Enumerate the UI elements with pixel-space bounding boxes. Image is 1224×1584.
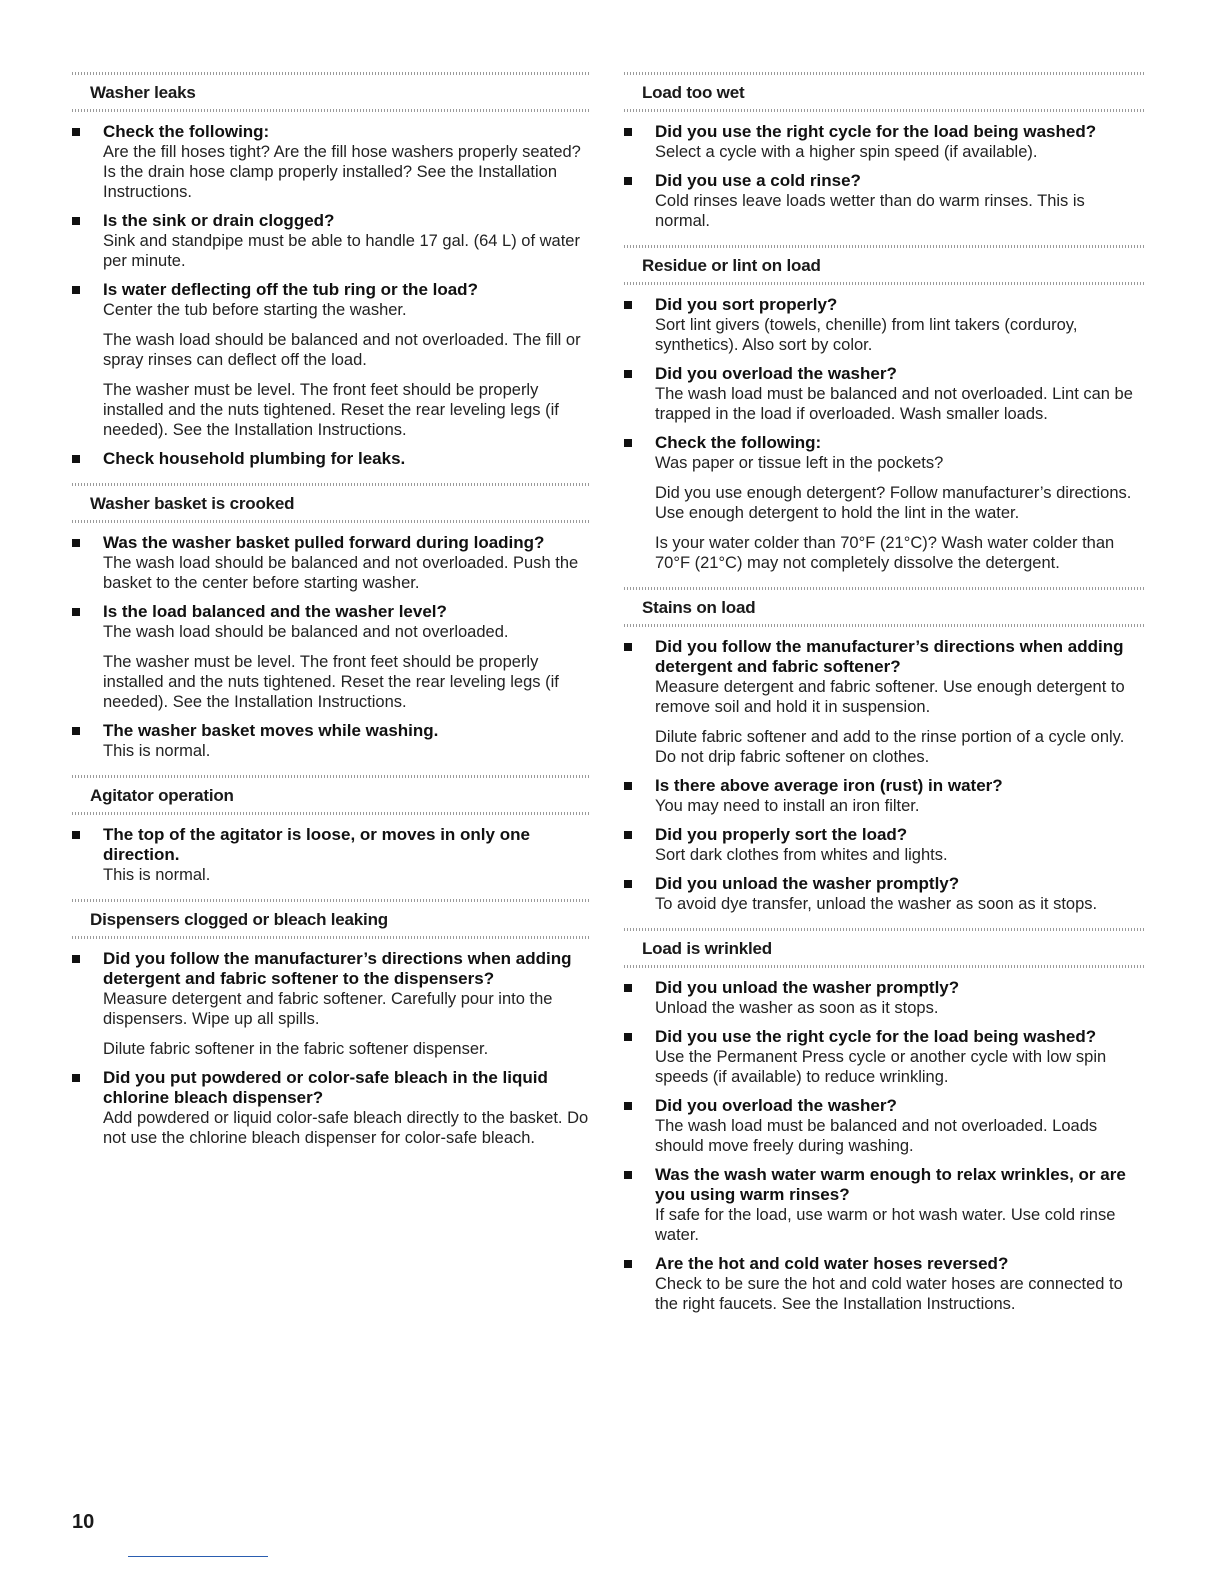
section-heading: Agitator operation xyxy=(72,775,590,815)
square-bullet-icon xyxy=(624,880,632,888)
troubleshooting-item xyxy=(72,721,590,761)
section-load-too-wet xyxy=(624,72,1144,231)
question-list xyxy=(624,637,1144,914)
question-text: Did you unload the washer promptly? xyxy=(655,874,960,893)
question-text: Did you follow the manufacturer’s directions when adding detergent and fabric softener to the dispensers? xyxy=(103,949,572,988)
square-bullet-icon xyxy=(624,177,632,185)
square-bullet-icon xyxy=(624,984,632,992)
troubleshooting-item xyxy=(72,1068,590,1148)
square-bullet-icon xyxy=(72,539,80,547)
square-bullet-icon xyxy=(624,1260,632,1268)
footer-rule xyxy=(128,1556,268,1557)
troubleshooting-item xyxy=(624,433,1144,573)
square-bullet-icon xyxy=(72,727,80,735)
square-bullet-icon xyxy=(624,1102,632,1110)
square-bullet-icon xyxy=(72,955,80,963)
section-agitator-operation xyxy=(72,775,590,885)
answer-text: Measure detergent and fabric softener. Carefully pour into the dispensers. Wipe up all spills. xyxy=(103,990,553,1028)
troubleshooting-item xyxy=(624,364,1144,424)
troubleshooting-item xyxy=(72,449,590,469)
answer-text: Sort dark clothes from whites and lights. xyxy=(655,846,948,864)
answer-text: Are the fill hoses tight? Are the fill hose washers properly seated? Is the drain hose clamp properly installed? See the Installation Instructions. xyxy=(103,143,581,201)
section-heading: Residue or lint on load xyxy=(624,245,1144,285)
question-text: Check the following: xyxy=(655,433,822,452)
section-washer-leaks xyxy=(72,72,590,469)
question-text: Is there above average iron (rust) in water? xyxy=(655,776,1003,795)
answer-text: The washer must be level. The front feet should be properly installed and the nuts tightened. Reset the rear leveling legs (if needed). See the Installation Instructions. xyxy=(103,381,559,439)
question-text: Was the washer basket pulled forward during loading? xyxy=(103,533,545,552)
question-text: Is the sink or drain clogged? xyxy=(103,211,335,230)
troubleshooting-item xyxy=(72,949,590,1059)
answer-text: Center the tub before starting the washer. xyxy=(103,301,407,319)
question-text: The top of the agitator is loose, or moves in only one direction. xyxy=(103,825,530,864)
answer-text: This is normal. xyxy=(103,866,211,884)
square-bullet-icon xyxy=(624,301,632,309)
answer-text: The wash load must be balanced and not overloaded. Lint can be trapped in the load if overloaded. Wash smaller loads. xyxy=(655,385,1133,423)
troubleshooting-item xyxy=(624,1254,1144,1314)
answer-text: Was paper or tissue left in the pockets? xyxy=(655,454,944,472)
question-text: Did you overload the washer? xyxy=(655,364,897,383)
question-text: Did you sort properly? xyxy=(655,295,838,314)
question-text: Did you follow the manufacturer’s directions when adding detergent and fabric softener? xyxy=(655,637,1124,676)
question-text: Check the following: xyxy=(103,122,270,141)
troubleshooting-item xyxy=(624,825,1144,865)
answer-text: Select a cycle with a higher spin speed (if available). xyxy=(655,143,1038,161)
question-list xyxy=(72,825,590,885)
section-heading: Stains on load xyxy=(624,587,1144,627)
square-bullet-icon xyxy=(72,286,80,294)
question-list xyxy=(624,295,1144,573)
section-heading: Load too wet xyxy=(624,72,1144,112)
troubleshooting-item xyxy=(72,211,590,271)
troubleshooting-item xyxy=(624,978,1144,1018)
section-dispensers-clogged-or-bleach-leaking xyxy=(72,899,590,1148)
troubleshooting-item xyxy=(624,1027,1144,1087)
troubleshooting-item xyxy=(72,602,590,712)
troubleshooting-item xyxy=(624,874,1144,914)
troubleshooting-item xyxy=(624,171,1144,231)
question-text: The washer basket moves while washing. xyxy=(103,721,439,740)
question-list xyxy=(624,978,1144,1314)
answer-text: The washer must be level. The front feet should be properly installed and the nuts tightened. Reset the rear leveling legs (if needed). See the Installation Instructions. xyxy=(103,653,559,711)
section-residue-or-lint-on-load xyxy=(624,245,1144,573)
question-text: Did you overload the washer? xyxy=(655,1096,897,1115)
troubleshooting-item xyxy=(624,295,1144,355)
question-text: Are the hot and cold water hoses reversed? xyxy=(655,1254,1009,1273)
answer-text: Sink and standpipe must be able to handle 17 gal. (64 L) of water per minute. xyxy=(103,232,580,270)
troubleshooting-item xyxy=(72,280,590,440)
section-heading: Washer basket is crooked xyxy=(72,483,590,523)
answer-text: Measure detergent and fabric softener. Use enough detergent to remove soil and hold it in suspension. xyxy=(655,678,1125,716)
section-heading: Load is wrinkled xyxy=(624,928,1144,968)
square-bullet-icon xyxy=(72,1074,80,1082)
square-bullet-icon xyxy=(624,439,632,447)
troubleshooting-item xyxy=(624,122,1144,162)
question-text: Is water deflecting off the tub ring or the load? xyxy=(103,280,478,299)
answer-text: The wash load should be balanced and not overloaded. xyxy=(103,623,509,641)
troubleshooting-item xyxy=(72,533,590,593)
question-list xyxy=(72,949,590,1148)
answer-text: Dilute fabric softener in the fabric softener dispenser. xyxy=(103,1040,489,1058)
square-bullet-icon xyxy=(624,128,632,136)
square-bullet-icon xyxy=(624,831,632,839)
answer-text: The wash load should be balanced and not overloaded. Push the basket to the center before starting washer. xyxy=(103,554,579,592)
troubleshooting-item xyxy=(72,825,590,885)
question-text: Was the wash water warm enough to relax wrinkles, or are you using warm rinses? xyxy=(655,1165,1126,1204)
question-text: Did you unload the washer promptly? xyxy=(655,978,960,997)
troubleshooting-item xyxy=(72,122,590,202)
answer-text: Is your water colder than 70°F (21°C)? Wash water colder than 70°F (21°C) may not completely dissolve the detergent. xyxy=(655,534,1115,572)
left-column xyxy=(72,72,590,1162)
question-list xyxy=(624,122,1144,231)
question-list xyxy=(72,122,590,469)
page-number: 10 xyxy=(72,1511,95,1533)
question-text: Is the load balanced and the washer level? xyxy=(103,602,447,621)
answer-text: The wash load should be balanced and not overloaded. The fill or spray rinses can deflect off the load. xyxy=(103,331,581,369)
question-list xyxy=(72,533,590,761)
troubleshooting-item xyxy=(624,1096,1144,1156)
answer-text: Did you use enough detergent? Follow manufacturer’s directions. Use enough detergent to hold the lint in the water. xyxy=(655,484,1132,522)
answer-text: Use the Permanent Press cycle or another cycle with low spin speeds (if available) to reduce wrinkling. xyxy=(655,1048,1107,1086)
right-column xyxy=(624,72,1144,1328)
section-heading: Washer leaks xyxy=(72,72,590,112)
question-text: Did you put powdered or color-safe bleach in the liquid chlorine bleach dispenser? xyxy=(103,1068,548,1107)
answer-text: Add powdered or liquid color-safe bleach directly to the basket. Do not use the chlorine bleach dispenser for color-safe bleach. xyxy=(103,1109,589,1147)
answer-text: Dilute fabric softener and add to the rinse portion of a cycle only. Do not drip fabric softener on clothes. xyxy=(655,728,1125,766)
troubleshooting-item xyxy=(624,776,1144,816)
square-bullet-icon xyxy=(624,1171,632,1179)
answer-text: Check to be sure the hot and cold water hoses are connected to the right faucets. See the Installation Instructions. xyxy=(655,1275,1123,1313)
answer-text: Unload the washer as soon as it stops. xyxy=(655,999,939,1017)
troubleshooting-item xyxy=(624,1165,1144,1245)
answer-text: You may need to install an iron filter. xyxy=(655,797,920,815)
square-bullet-icon xyxy=(624,643,632,651)
answer-text: The wash load must be balanced and not overloaded. Loads should move freely during washing. xyxy=(655,1117,1098,1155)
troubleshooting-item xyxy=(624,637,1144,767)
square-bullet-icon xyxy=(72,831,80,839)
answer-text: If safe for the load, use warm or hot wash water. Use cold rinse water. xyxy=(655,1206,1116,1244)
square-bullet-icon xyxy=(72,128,80,136)
section-washer-basket-is-crooked xyxy=(72,483,590,761)
square-bullet-icon xyxy=(72,455,80,463)
section-heading: Dispensers clogged or bleach leaking xyxy=(72,899,590,939)
square-bullet-icon xyxy=(624,1033,632,1041)
square-bullet-icon xyxy=(624,370,632,378)
square-bullet-icon xyxy=(72,217,80,225)
section-load-is-wrinkled xyxy=(624,928,1144,1314)
answer-text: This is normal. xyxy=(103,742,211,760)
question-text: Did you properly sort the load? xyxy=(655,825,908,844)
answer-text: To avoid dye transfer, unload the washer as soon as it stops. xyxy=(655,895,1098,913)
square-bullet-icon xyxy=(72,608,80,616)
section-stains-on-load xyxy=(624,587,1144,914)
square-bullet-icon xyxy=(624,782,632,790)
question-text: Did you use the right cycle for the load being washed? xyxy=(655,1027,1097,1046)
question-text: Did you use a cold rinse? xyxy=(655,171,861,190)
question-text: Check household plumbing for leaks. xyxy=(103,449,406,468)
question-text: Did you use the right cycle for the load being washed? xyxy=(655,122,1097,141)
answer-text: Cold rinses leave loads wetter than do warm rinses. This is normal. xyxy=(655,192,1085,230)
answer-text: Sort lint givers (towels, chenille) from lint takers (corduroy, synthetics). Also sort by color. xyxy=(655,316,1078,354)
